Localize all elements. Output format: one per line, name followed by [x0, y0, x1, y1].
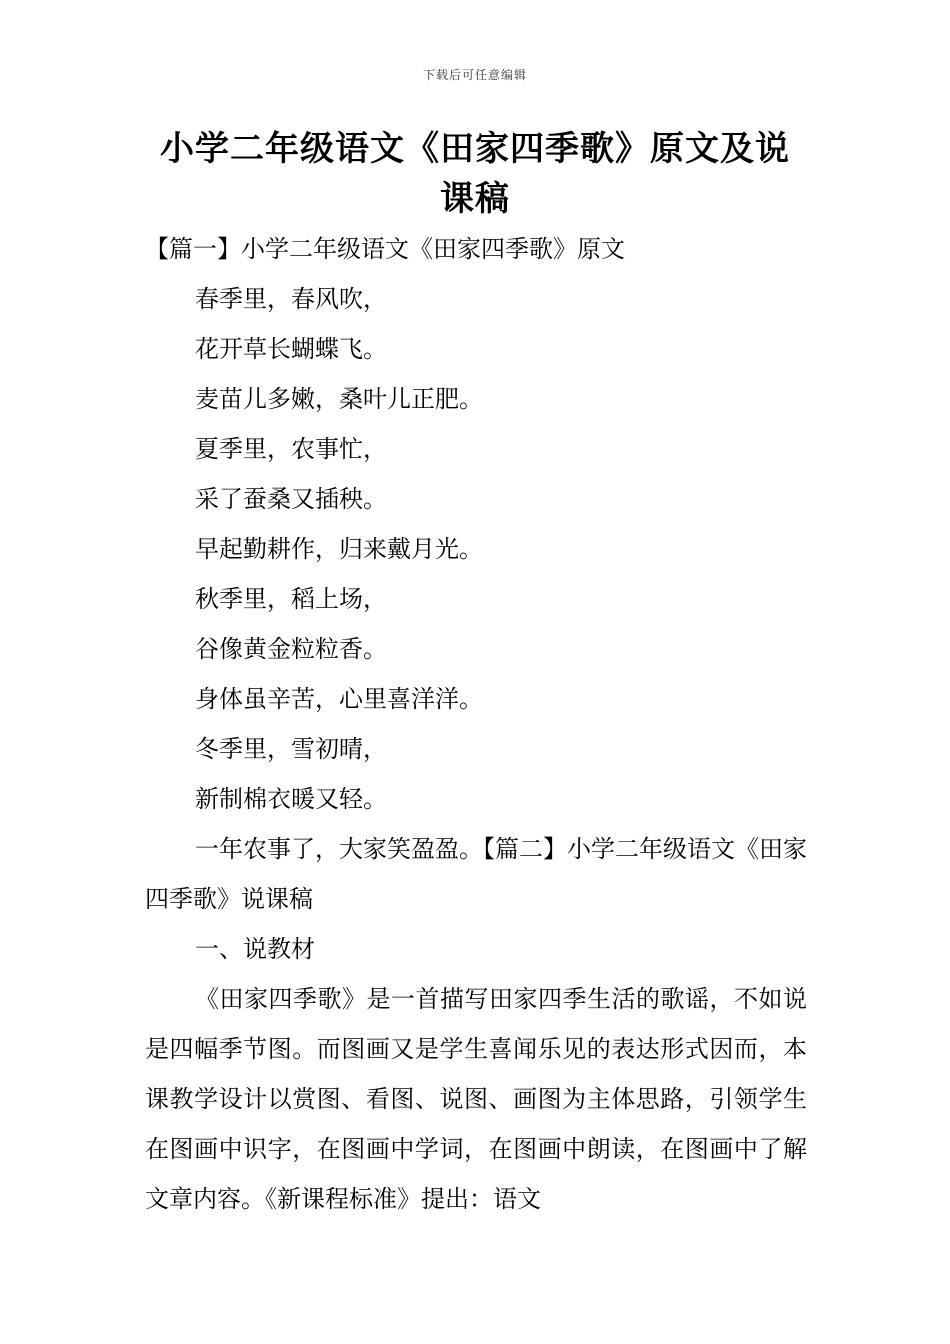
subheading: 一、说教材	[195, 935, 315, 963]
poem-last-line-section2-heading: 一年农事了，大家笑盈盈。【篇二】小学二年级语文《田家四季歌》说课稿	[145, 835, 807, 913]
poem-line: 秋季里，稻上场，	[195, 585, 387, 613]
poem-line: 早起勤耕作，归来戴月光。	[195, 535, 483, 563]
poem-line: 身体虽辛苦，心里喜洋洋。	[195, 685, 483, 713]
poem-line: 冬季里，雪初晴，	[195, 735, 387, 763]
header-note: 下载后可任意编辑	[422, 68, 527, 82]
poem-line: 谷像黄金粒粒香。	[195, 635, 387, 663]
document-title: 小学二年级语文《田家四季歌》原文及说课稿	[160, 129, 790, 219]
poem-line: 春季里，春风吹，	[195, 285, 387, 313]
poem-line: 新制棉衣暖又轻。	[195, 785, 387, 813]
poem-line: 花开草长蝴蝶飞。	[195, 335, 387, 363]
poem-line: 采了蚕桑又插秧。	[195, 485, 387, 513]
poem-line: 夏季里，农事忙，	[195, 435, 387, 463]
poem-line: 麦苗儿多嫩，桑叶儿正肥。	[195, 385, 483, 413]
document-body	[145, 224, 807, 1224]
body-paragraph: 《田家四季歌》是一首描写田家四季生活的歌谣，不如说是四幅季节图。而图画又是学生喜闻乐见的表达形式因而，本课教学设计以赏图、看图、说图、画图为主体思路，引领学生在图画中识字，在图画中学词，在图画中朗读，在图画中了解文章内容。《新课程标准》提出：语文	[145, 985, 807, 1213]
section1-heading: 【篇一】小学二年级语文《田家四季歌》原文	[145, 235, 625, 263]
